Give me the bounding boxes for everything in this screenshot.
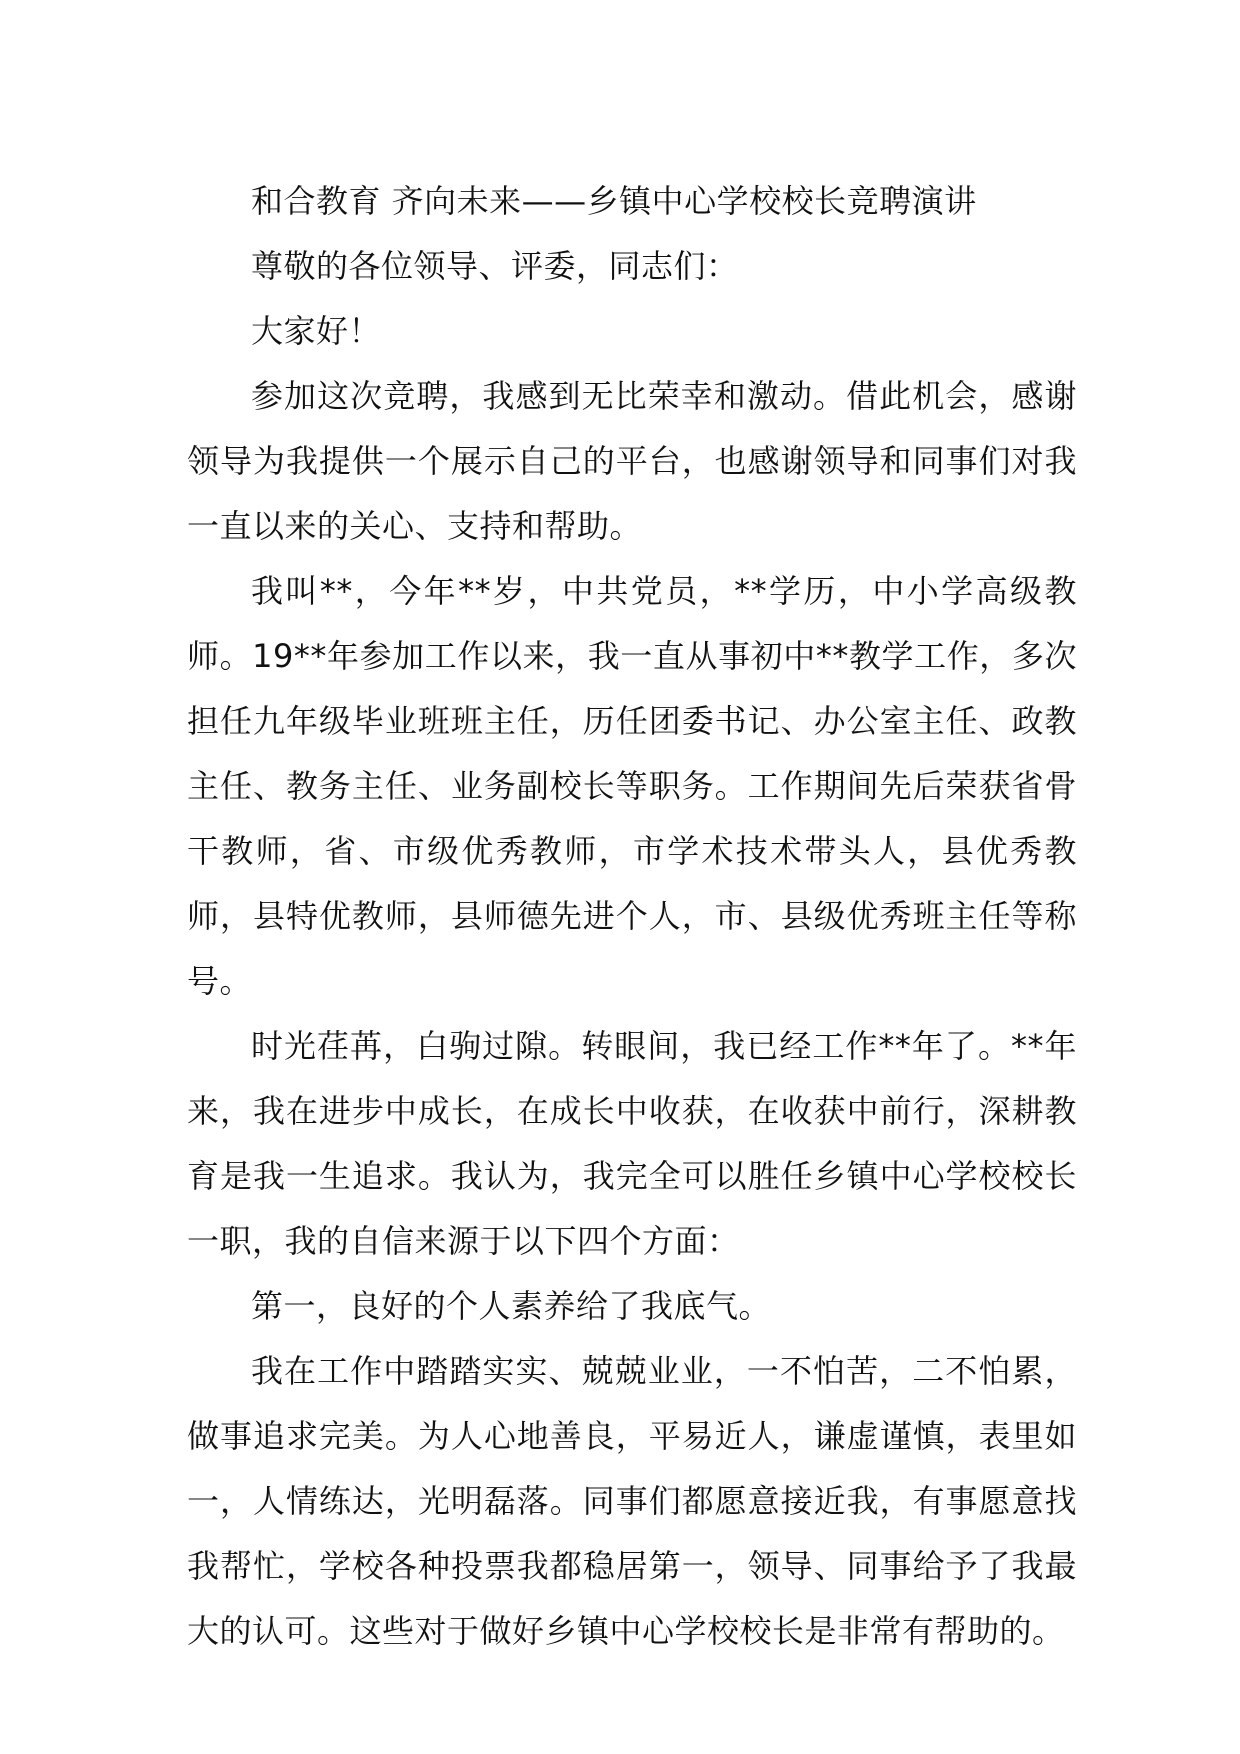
greeting: 大家好！ xyxy=(251,312,382,350)
paragraph-point-one-body: 我在工作中踏踏实实、兢兢业业，一不怕苦，二不怕累，做事追求完美。为人心地善良，平易近人，谦虚谨慎，表里如一，人情练达，光明磊落。同事们都愿意接近我，有事愿意找我帮忙，学校各种投票我都稳居第一，领导、同事给予了我最大的认可。这些对于做好乡镇中心学校校长是非常有帮助的。 xyxy=(187,1352,1077,1650)
document-title: 和合教育 齐向未来——乡镇中心学校校长竞聘演讲 xyxy=(251,182,977,220)
paragraph-point-one-heading: 第一，良好的个人素养给了我底气。 xyxy=(251,1287,772,1325)
document-body xyxy=(187,169,1077,1664)
paragraph-intro: 参加这次竞聘，我感到无比荣幸和激动。借此机会，感谢领导为我提供一个展示自己的平台，也感谢领导和同事们对我一直以来的关心、支持和帮助。 xyxy=(187,377,1077,545)
salutation: 尊敬的各位领导、评委，同志们： xyxy=(251,247,739,285)
paragraph-background: 我叫**，今年**岁，中共党员，**学历，中小学高级教师。19**年参加工作以来，我一直从事初中**教学工作，多次担任九年级毕业班班主任，历任团委书记、办公室主任、政教主任、教务主任、业务副校长等职务。工作期间先后荣获省骨干教师，省、市级优秀教师，市学术技术带头人，县优秀教师，县特优教师，县师德先进个人，市、县级优秀班主任等称号。 xyxy=(187,572,1077,1000)
paragraph-confidence: 时光荏苒，白驹过隙。转眼间，我已经工作**年了。**年来，我在进步中成长，在成长中收获，在收获中前行，深耕教育是我一生追求。我认为，我完全可以胜任乡镇中心学校校长一职，我的自信来源于以下四个方面： xyxy=(187,1027,1077,1260)
